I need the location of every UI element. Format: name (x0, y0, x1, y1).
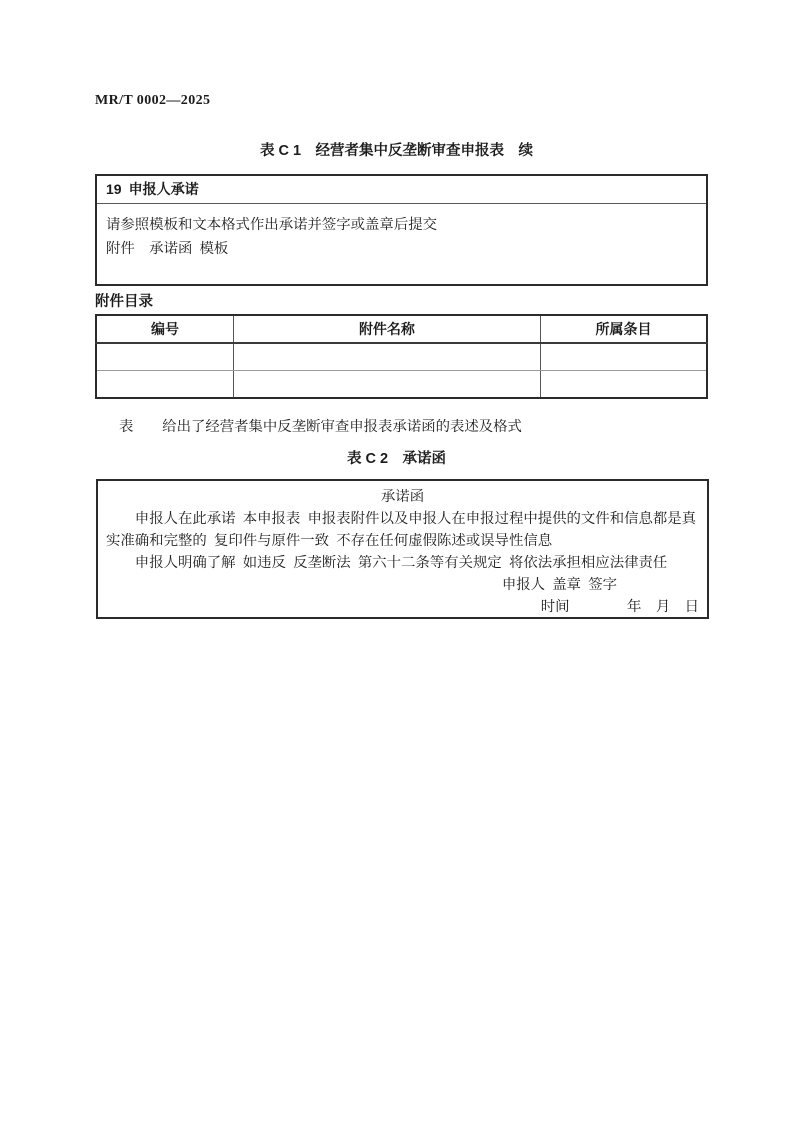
table-c1-section-header: 19 申报人承诺 (97, 176, 706, 204)
standard-number: MR/T 0002—2025 (95, 93, 211, 108)
date-line: 时间 年 月 日 (540, 599, 699, 615)
table-c1 (95, 174, 708, 286)
attachments-table (95, 314, 708, 399)
table-c1-title: 表 C 1 经营者集中反垄断审查申报表 续 (259, 143, 534, 159)
table-c1-body (97, 204, 706, 284)
cell-related-item (540, 343, 707, 371)
table-c1-body-line: 附件 承诺函 模板 (106, 241, 229, 257)
signature-line: 申报人 盖章 签字 (501, 577, 617, 593)
attachments-directory-label: 附件目录 (95, 294, 153, 310)
table-c2-title: 表 C 2 承诺函 (346, 451, 447, 467)
commitment-letter-heading: 承诺函 (380, 489, 425, 505)
table-row (96, 371, 707, 399)
cell-number (96, 371, 233, 399)
commitment-paragraph: 申报人在此承诺 本申报表 申报表附件以及申报人在申报过程中提供的文件和信息都是真实准确和完整的 复印件与原件一致 不存在任何虚假陈述或误导性信息 (106, 511, 697, 549)
column-header-number: 编号 (96, 315, 233, 343)
cell-attachment-name (233, 371, 540, 399)
cell-number (96, 343, 233, 371)
table-c1-body-line: 请参照模板和文本格式作出承诺并签字或盖章后提交 (106, 217, 437, 233)
table-reference-note: 表 给出了经营者集中反垄断审查申报表承诺函的表述及格式 (119, 419, 522, 435)
commitment-letter-box (96, 479, 709, 619)
table-row (96, 343, 707, 371)
column-header-attachment-name: 附件名称 (233, 315, 540, 343)
commitment-paragraph: 申报人明确了解 如违反 反垄断法 第六十二条等有关规定 将依法承担相应法律责任 (134, 555, 668, 571)
cell-related-item (540, 371, 707, 399)
cell-attachment-name (233, 343, 540, 371)
column-header-related-item: 所属条目 (540, 315, 707, 343)
attachments-header-row (96, 315, 707, 343)
